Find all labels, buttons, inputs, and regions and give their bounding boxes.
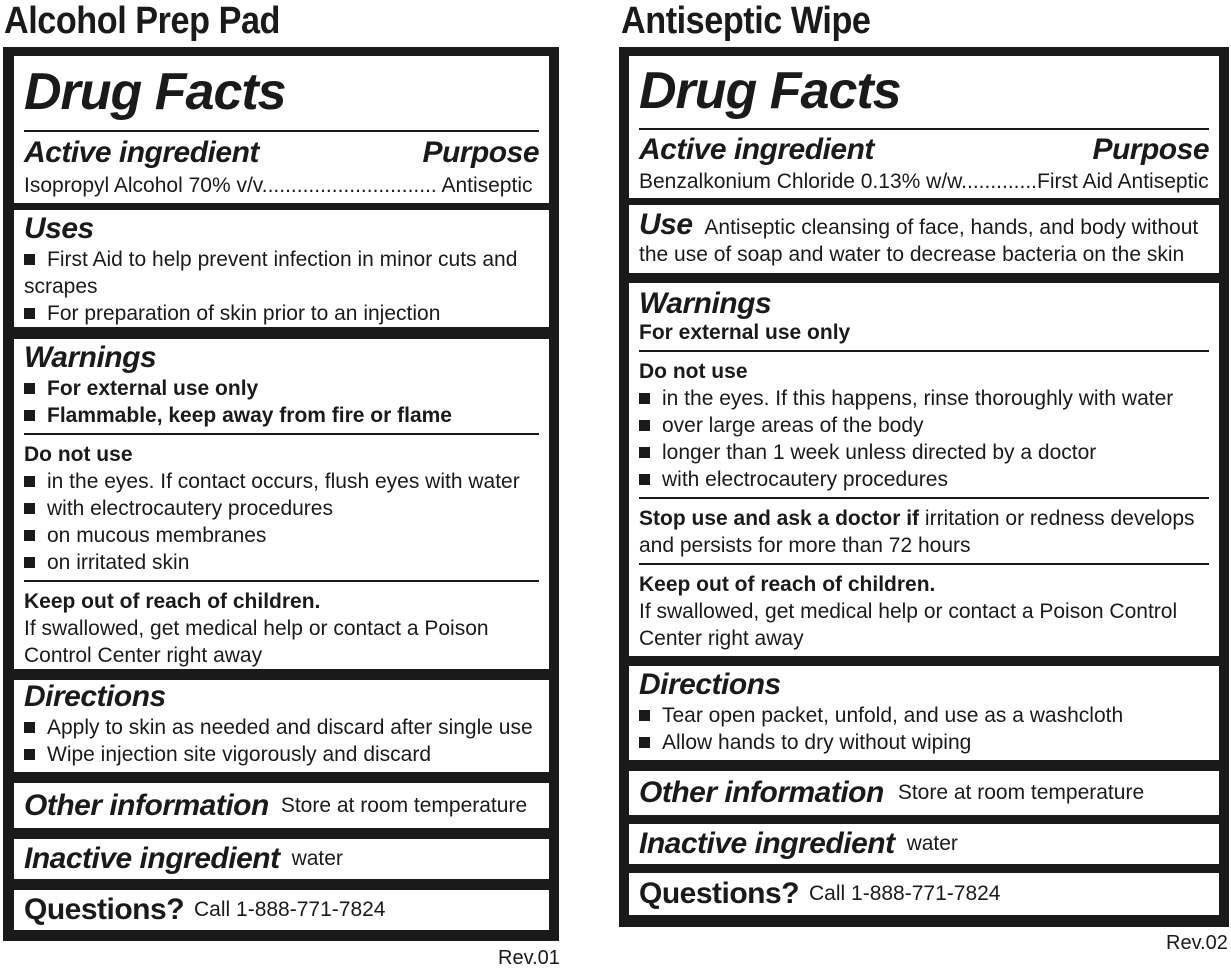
bullet-icon [639,710,650,721]
bullet-icon [639,474,650,485]
list-item: in the eyes. If contact occurs, flush eyes with water [24,468,539,495]
list-item: First Aid to help prevent infection in minor cuts and scrapes [24,248,518,298]
bullet-icon [24,308,35,319]
list-item: Tear open packet, unfold, and use as a washcloth [639,702,1209,729]
drug-facts-title: Drug Facts [24,63,286,121]
active-ingredient-line: Isopropyl Alcohol 70% v/v.............................. Antiseptic [24,174,533,197]
inactive-heading: Inactive ingredient [24,842,280,875]
list-item: Flammable, keep away from fire or flame [24,402,539,429]
bullet-icon [24,530,35,541]
bullet-icon [24,722,35,733]
label-title: Alcohol Prep Pad [4,0,280,42]
drug-facts-panel [619,47,1229,927]
list-item: Wipe injection site vigorously and discard [24,741,539,768]
divider [24,433,539,435]
bullet-icon [24,749,35,760]
list-item: Apply to skin as needed and discard after single use [24,714,539,741]
list-item: in the eyes. If this happens, rinse thoroughly with water [639,385,1209,412]
use-section [629,205,1219,273]
inactive-text: water [291,847,343,870]
divider [24,130,539,132]
other-info-heading: Other information [639,776,884,809]
external-use-text: For external use only [639,321,851,344]
other-info-text: Store at room temperature [280,793,528,817]
bullet-icon [24,476,35,487]
warnings-heading: Warnings [639,287,772,320]
warnings-section [14,339,549,669]
directions-heading: Directions [24,680,166,713]
bullet-icon [24,503,35,514]
other-info-heading: Other information [24,788,269,822]
active-ingredient-heading: Active ingredient [639,133,874,166]
drug-facts-title: Drug Facts [639,62,901,120]
keep-out-heading: Keep out of reach of children. [639,573,936,596]
divider [639,497,1209,499]
questions-text: Call 1-888-771-7824 [194,898,386,921]
other-info-text: Store at room temperature [897,781,1145,804]
use-heading: Use [639,208,693,241]
list-item: over large areas of the body [639,412,1209,439]
questions-heading: Questions? [24,893,185,926]
stop-use-text: irritation or redness develops and persists for more than 72 hours [639,507,1195,557]
bullet-icon [639,447,650,458]
drug-facts-panel [3,47,559,941]
bullet-icon [639,393,650,404]
stop-use-heading: Stop use and ask a doctor if [639,507,920,530]
questions-section [14,890,549,930]
list-item: on irritated skin [24,549,539,576]
divider [639,350,1209,352]
active-ingredient-heading: Active ingredient [24,136,259,169]
label-title: Antiseptic Wipe [621,0,871,42]
inactive-section [14,839,549,879]
divider [639,563,1209,565]
inactive-text: water [906,832,958,855]
purpose-heading: Purpose [1092,133,1209,166]
other-info-section [14,783,549,828]
bullet-icon [24,383,35,394]
list-item: with electrocautery procedures [24,495,539,522]
bullet-icon [639,420,650,431]
directions-heading: Directions [639,668,781,701]
list-item: For preparation of skin prior to an injection [24,300,539,327]
other-info-section [629,771,1219,815]
header-section [629,56,1219,198]
bullet-icon [639,737,650,748]
list-item: For external use only [24,375,539,402]
questions-heading: Questions? [639,877,800,910]
list-item: Allow hands to dry without wiping [639,729,1209,756]
keep-out-text: If swallowed, get medical help or contact a Poison Control Center right away [24,617,489,667]
do-not-use-heading: Do not use [639,360,748,383]
directions-section [14,680,549,772]
divider [24,580,539,582]
purpose-heading: Purpose [422,136,539,169]
bullet-icon [24,410,35,421]
keep-out-text: If swallowed, get medical help or contact a Poison Control Center right away [639,600,1178,650]
use-text: Antiseptic cleansing of face, hands, and body without the use of soap and water to decrease bacteria on the skin [639,216,1199,266]
warnings-section [629,283,1219,656]
list-item: longer than 1 week unless directed by a doctor [639,439,1209,466]
warnings-heading: Warnings [24,341,157,374]
header-section [14,56,549,203]
divider [639,128,1209,130]
questions-text: Call 1-888-771-7824 [809,882,1001,905]
uses-section [14,210,549,327]
inactive-heading: Inactive ingredient [639,827,895,860]
questions-section [629,873,1219,915]
do-not-use-heading: Do not use [24,443,133,466]
inactive-section [629,824,1219,864]
revision-label: Rev.02 [1166,932,1228,954]
revision-label: Rev.01 [498,947,560,969]
list-item: on mucous membranes [24,522,539,549]
directions-section [629,666,1219,760]
bullet-icon [24,557,35,568]
keep-out-heading: Keep out of reach of children. [24,590,321,613]
active-ingredient-line: Benzalkonium Chloride 0.13% w/w.............First Aid Antiseptic [639,170,1209,193]
uses-heading: Uses [24,212,94,245]
list-item: with electrocautery procedures [639,466,1209,493]
